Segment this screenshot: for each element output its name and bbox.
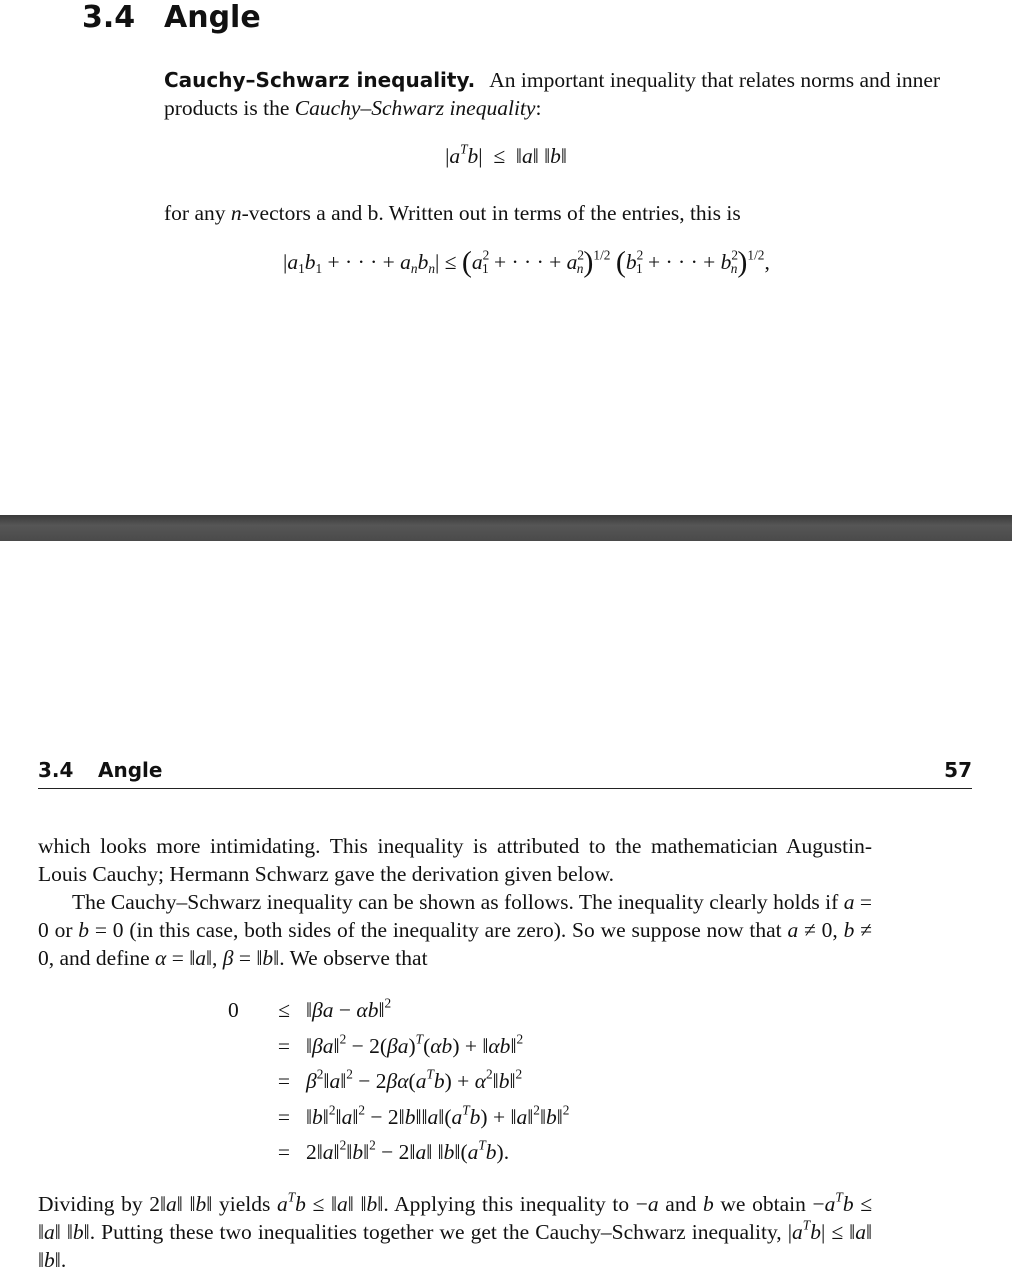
paragraph-proof-conclusion: Dividing by 2‖a‖ ‖b‖ yields $a^Tb$ ≤ ‖a‖ ‖b‖. Applying this inequality to −a and b we obtain $-a^Tb$ ≤ ‖a‖ ‖b‖. Putting these two inequalities together we get the Cauchy–Schwarz inequality, $|a^Tb|$ ≤ ‖a‖ ‖b‖. bbox=[38, 1189, 873, 1272]
paragraph-proof-intro: which looks more intimidating. This inequality is attributed to the mathematician Augustin-Louis Cauchy; Hermann Schwarz gave the derivation given below. The Cauchy–Schwarz inequality can be shown as follows. The inequality clearly holds if a = 0 or b = 0 (in this case, both sides of the inequality are zero). So we suppose now that a ≠ 0, b ≠ 0, and define α = ‖a‖, β = ‖b‖. We observe that bbox=[38, 834, 872, 970]
section-number: 3.4 bbox=[82, 0, 136, 35]
para3-b3: and define bbox=[59, 946, 150, 970]
para1-text: An important inequality that relates norms and inner products is the bbox=[164, 68, 941, 120]
derivation-expression: ‖b‖$^2$‖a‖$^2$ − $2‖b‖‖a‖(a^Tb)$ + ‖a‖$^2$‖b‖$^2$ bbox=[306, 1102, 570, 1129]
derivation-line bbox=[228, 1100, 569, 1136]
header-section-number: 3.4 bbox=[38, 758, 74, 782]
para2-post: -vectors a and b. Written out in terms of the entries, this is bbox=[241, 201, 741, 225]
derivation-expression: 2‖a‖$^2$‖b‖$^2$ − 2‖a‖ $‖b‖(a^Tb)$. bbox=[306, 1137, 510, 1165]
para1-emphasis: Cauchy–Schwarz inequality bbox=[294, 96, 536, 120]
running-header bbox=[38, 758, 972, 789]
derivation-expression: ‖βa‖$^2$ − $2(\beta a)^T(\alpha b)$ + ‖αb‖$^2$ bbox=[306, 1031, 524, 1058]
derivation-line bbox=[228, 1135, 569, 1171]
para4-c: Applying this inequality to bbox=[394, 1192, 630, 1216]
derivation-relation: = bbox=[277, 1069, 291, 1094]
para4-e: we obtain bbox=[720, 1192, 806, 1216]
runin-heading: Cauchy–Schwarz inequality. bbox=[164, 68, 476, 92]
derivation-expression: ‖βa − αb‖$^2$ bbox=[306, 995, 392, 1023]
derivation-expression: $\beta^2‖a‖^2 - 2\beta\alpha(a^Tb)$ + $\alpha^2‖b‖^2$ bbox=[306, 1066, 523, 1094]
derivation-block bbox=[228, 993, 569, 1171]
page-number: 57 bbox=[944, 758, 972, 782]
derivation-relation: = bbox=[277, 1140, 291, 1165]
derivation-line bbox=[228, 1029, 569, 1065]
derivation-line bbox=[228, 993, 569, 1029]
para4-d: and bbox=[665, 1192, 697, 1216]
para4-b: yields bbox=[218, 1192, 271, 1216]
derivation-relation: ≤ bbox=[278, 998, 290, 1023]
equation-cauchy-schwarz: $|a^Tb|$ ≤ ‖a‖ ‖b‖ bbox=[445, 141, 567, 168]
para2-pre: for any bbox=[164, 201, 226, 225]
paragraph-entries: for any n-vectors a and b. Written out in terms of the entries, this is bbox=[164, 201, 741, 225]
derivation-relation: = bbox=[277, 1104, 291, 1129]
derivation-relation: = bbox=[277, 1033, 291, 1058]
para4-a: Dividing by bbox=[38, 1192, 143, 1216]
para3-b4: We observe that bbox=[289, 946, 428, 970]
header-section-title: Angle bbox=[98, 758, 163, 782]
page-separator bbox=[0, 515, 1012, 541]
para4-f: Putting these two inequalities together we get the Cauchy–Schwarz inequality, bbox=[101, 1220, 782, 1244]
para3-b1: The Cauchy–Schwarz inequality can be shown as follows. The inequality clearly holds if bbox=[72, 890, 839, 914]
para3-b2: (in this case, both sides of the inequality are zero). So we suppose now that bbox=[129, 918, 782, 942]
para3-a: which looks more intimidating. This inequality is attributed to the mathematician Augustin-Louis Cauchy; Hermann Schwarz gave the derivation given below. bbox=[38, 834, 872, 886]
paragraph-cauchy-schwarz-intro: Cauchy–Schwarz inequality. An important inequality that relates norms and inner products is the Cauchy–Schwarz inequality: bbox=[164, 68, 941, 120]
derivation-line bbox=[228, 1064, 569, 1100]
equation-entries: $|a_1b_1$ + · · · + $a_nb_n| \le (a^2_1$ + · · · + $a^2_n)^{1/2}$ ($b^2_1$ + · · · + $b^2_n)^{1/2}$, bbox=[283, 244, 770, 279]
section-title: Angle bbox=[164, 0, 261, 35]
derivation-lhs: 0 bbox=[228, 998, 239, 1023]
